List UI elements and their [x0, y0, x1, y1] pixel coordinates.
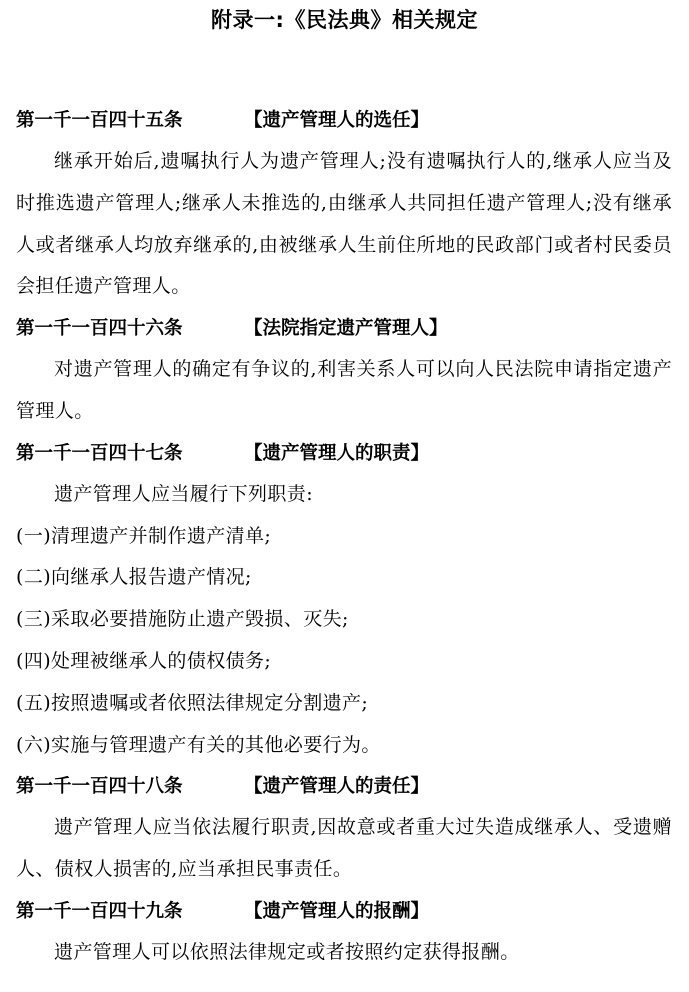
page-title: 附录一:《民法典》相关规定 [211, 8, 478, 32]
duty-item: (五)按照遗嘱或者依照法律规定分割遗产; [16, 691, 369, 714]
article-paragraph: 继承开始后,遗嘱执行人为遗产管理人;没有遗嘱执行人的,继承人应当及时推选遗产管理人;继承人未推选的,由继承人共同担任遗产管理人;没有继承人或者继承人均放弃继承的,由被继承人生前住所地的民政部门或者村民委员会担任遗产管理人。 [16, 150, 672, 298]
article-paragraph: 遗产管理人应当履行下列职责: [54, 482, 314, 505]
article-title: 【遗产管理人的选任】 [244, 110, 430, 131]
article-1147 [16, 433, 672, 767]
article-title: 【遗产管理人的责任】 [244, 776, 430, 798]
article-title: 【遗产管理人的职责】 [244, 442, 430, 464]
article-1146 [16, 308, 672, 433]
article-paragraph: 遗产管理人可以依照法律规定或者按照约定获得报酬。 [54, 940, 520, 963]
duty-item: (三)采取必要措施防止遗产毁损、灭失; [16, 608, 349, 631]
article-1149 [16, 891, 672, 974]
article-number: 第一千一百四十七条 [16, 442, 183, 464]
duty-item: (四)处理被继承人的债权债务; [16, 649, 272, 672]
article-heading [16, 891, 672, 932]
article-1148 [16, 766, 672, 891]
duty-item: (一)清理遗产并制作遗产清单; [16, 524, 272, 547]
article-paragraph: 对遗产管理人的确定有争议的,利害关系人可以向人民法院申请指定遗产管理人。 [16, 358, 672, 422]
article-number: 第一千一百四十八条 [16, 776, 183, 798]
duty-item: (二)向继承人报告遗产情况; [16, 566, 252, 589]
article-number: 第一千一百四十六条 [16, 318, 183, 340]
article-heading [16, 433, 672, 474]
article-heading [16, 308, 672, 349]
article-1145 [16, 100, 672, 308]
article-number: 第一千一百四十五条 [16, 110, 183, 131]
duty-item: (六)实施与管理遗产有关的其他必要行为。 [16, 733, 381, 756]
article-paragraph: 遗产管理人应当依法履行职责,因故意或者重大过失造成继承人、受遗赠人、债权人损害的,应当承担民事责任。 [16, 816, 672, 881]
article-title: 【遗产管理人的报酬】 [244, 900, 430, 922]
article-heading [16, 100, 672, 141]
article-number: 第一千一百四十九条 [16, 900, 183, 922]
document-body [16, 100, 672, 974]
article-title: 【法院指定遗产管理人】 [244, 318, 448, 340]
article-heading [16, 766, 672, 807]
